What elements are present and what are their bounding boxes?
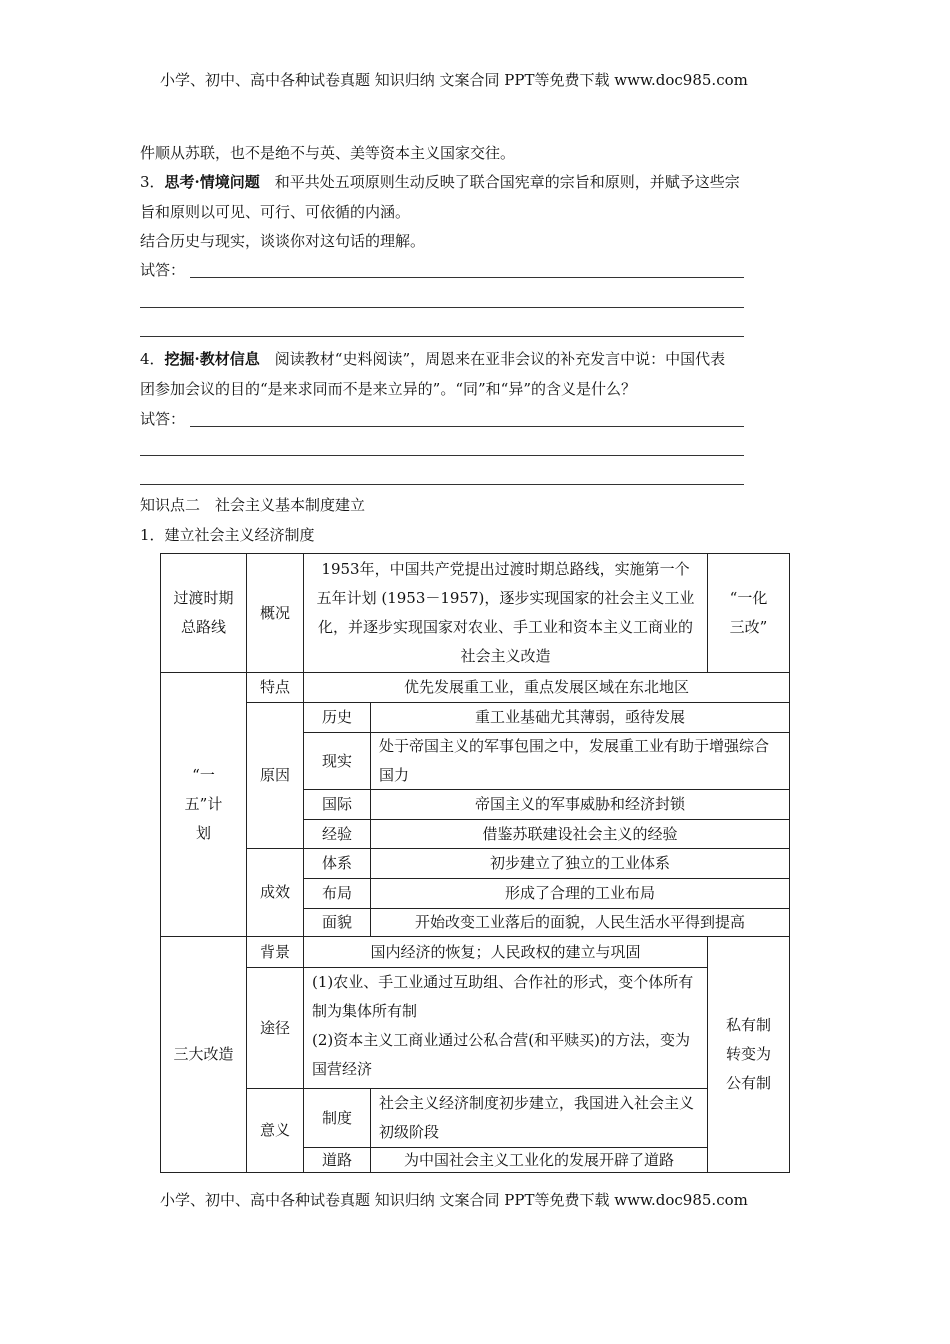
answer-label: 试答： [140, 410, 186, 428]
question-3 [140, 172, 740, 192]
table-cell: 原因 [246, 702, 304, 849]
table-cell: 帝国主义的军事威胁和经济封锁 [370, 789, 790, 820]
table-cell [303, 967, 708, 1089]
question-text: 和平共处五项原则生动反映了联合国宪章的宗旨和原则，并赋予这些宗 [274, 173, 740, 191]
route-item: (1)农业、手工业通过互助组、合作社的形式，变个体所有制为集体所有制 [312, 973, 694, 1020]
table-cell: 重工业基础尤其薄弱，亟待发展 [370, 702, 790, 733]
question-text: 阅读教材“史料阅读”，周恩来在亚非会议的补充发言中说：中国代表 [274, 350, 726, 368]
question-4 [140, 349, 725, 369]
table-cell: “一化三改” [707, 553, 790, 673]
table-cell: 1953年，中国共产党提出过渡时期总路线，实施第一个五年计划 (1953－1957)，逐步实现国家的社会主义工业化，并逐步实现国家对农业、手工业和资本主义工商业的社会主义改造 [303, 553, 708, 673]
table-cell: 意义 [246, 1088, 304, 1173]
table-cell: 概况 [246, 553, 304, 673]
table-cell: 私有制转变为公有制 [707, 936, 790, 1173]
table-cell: 特点 [246, 672, 304, 703]
table-cell: 初步建立了独立的工业体系 [370, 848, 790, 879]
question-text: 团参加会议的目的“是来求同而不是来立异的”。“同”和“异”的含义是什么？ [140, 380, 637, 398]
question-title: 思考·情境问题 [164, 173, 260, 191]
table-cell: 成效 [246, 848, 304, 937]
page-header: 小学、初中、高中各种试卷真题 知识归纳 文案合同 PPT等免费下载 www.doc985.com [160, 71, 748, 89]
table-cell: 借鉴苏联建设社会主义的经验 [370, 819, 790, 849]
table-cell: “一五”计划 [160, 672, 247, 937]
table-cell: 开始改变工业落后的面貌，人民生活水平得到提高 [370, 908, 790, 937]
subsection-title: 1．建立社会主义经济制度 [140, 526, 315, 544]
answer-label: 试答： [140, 261, 186, 279]
answer-line[interactable] [190, 277, 744, 278]
paragraph: 件顺从苏联，也不是绝不与英、美等资本主义国家交往。 [140, 144, 516, 162]
table-cell: 社会主义经济制度初步建立，我国进入社会主义初级阶段 [370, 1088, 708, 1148]
question-text: 旨和原则以可见、可行、可依循的内涵。 [140, 203, 411, 221]
section-title: 知识点二 社会主义基本制度建立 [140, 496, 366, 514]
answer-line[interactable] [190, 426, 744, 427]
table-cell: 三大改造 [160, 936, 247, 1173]
page-footer: 小学、初中、高中各种试卷真题 知识归纳 文案合同 PPT等免费下载 www.doc985.com [160, 1191, 748, 1209]
question-number: 4． [140, 350, 165, 368]
route-item: (2)资本主义工商业通过公私合营(和平赎买)的方法，变为国营经济 [312, 1031, 690, 1078]
question-text: 结合历史与现实，谈谈你对这句话的理解。 [140, 232, 426, 250]
table-cell: 处于帝国主义的军事包围之中，发展重工业有助于增强综合国力 [370, 732, 790, 790]
table-cell: 历史 [303, 702, 371, 733]
answer-line[interactable] [140, 455, 744, 456]
question-title: 挖掘·教材信息 [164, 350, 260, 368]
answer-line[interactable] [140, 307, 744, 308]
table-cell: 国际 [303, 789, 371, 820]
table-cell: 现实 [303, 732, 371, 790]
table-cell: 制度 [303, 1088, 371, 1148]
table-cell: 经验 [303, 819, 371, 849]
table-cell: 面貌 [303, 908, 371, 937]
table-cell: 形成了合理的工业布局 [370, 878, 790, 909]
table-cell: 过渡时期总路线 [160, 553, 247, 673]
table-cell: 布局 [303, 878, 371, 909]
table-cell: 道路 [303, 1147, 371, 1173]
table-cell: 体系 [303, 848, 371, 879]
table-cell: 途径 [246, 967, 304, 1089]
table-cell: 背景 [246, 936, 304, 968]
table-cell: 国内经济的恢复；人民政权的建立与巩固 [303, 936, 708, 968]
table-cell: 优先发展重工业，重点发展区域在东北地区 [303, 672, 790, 703]
answer-line[interactable] [140, 484, 744, 485]
answer-line[interactable] [140, 336, 744, 337]
question-number: 3． [140, 173, 165, 191]
table-cell: 为中国社会主义工业化的发展开辟了道路 [370, 1147, 708, 1173]
